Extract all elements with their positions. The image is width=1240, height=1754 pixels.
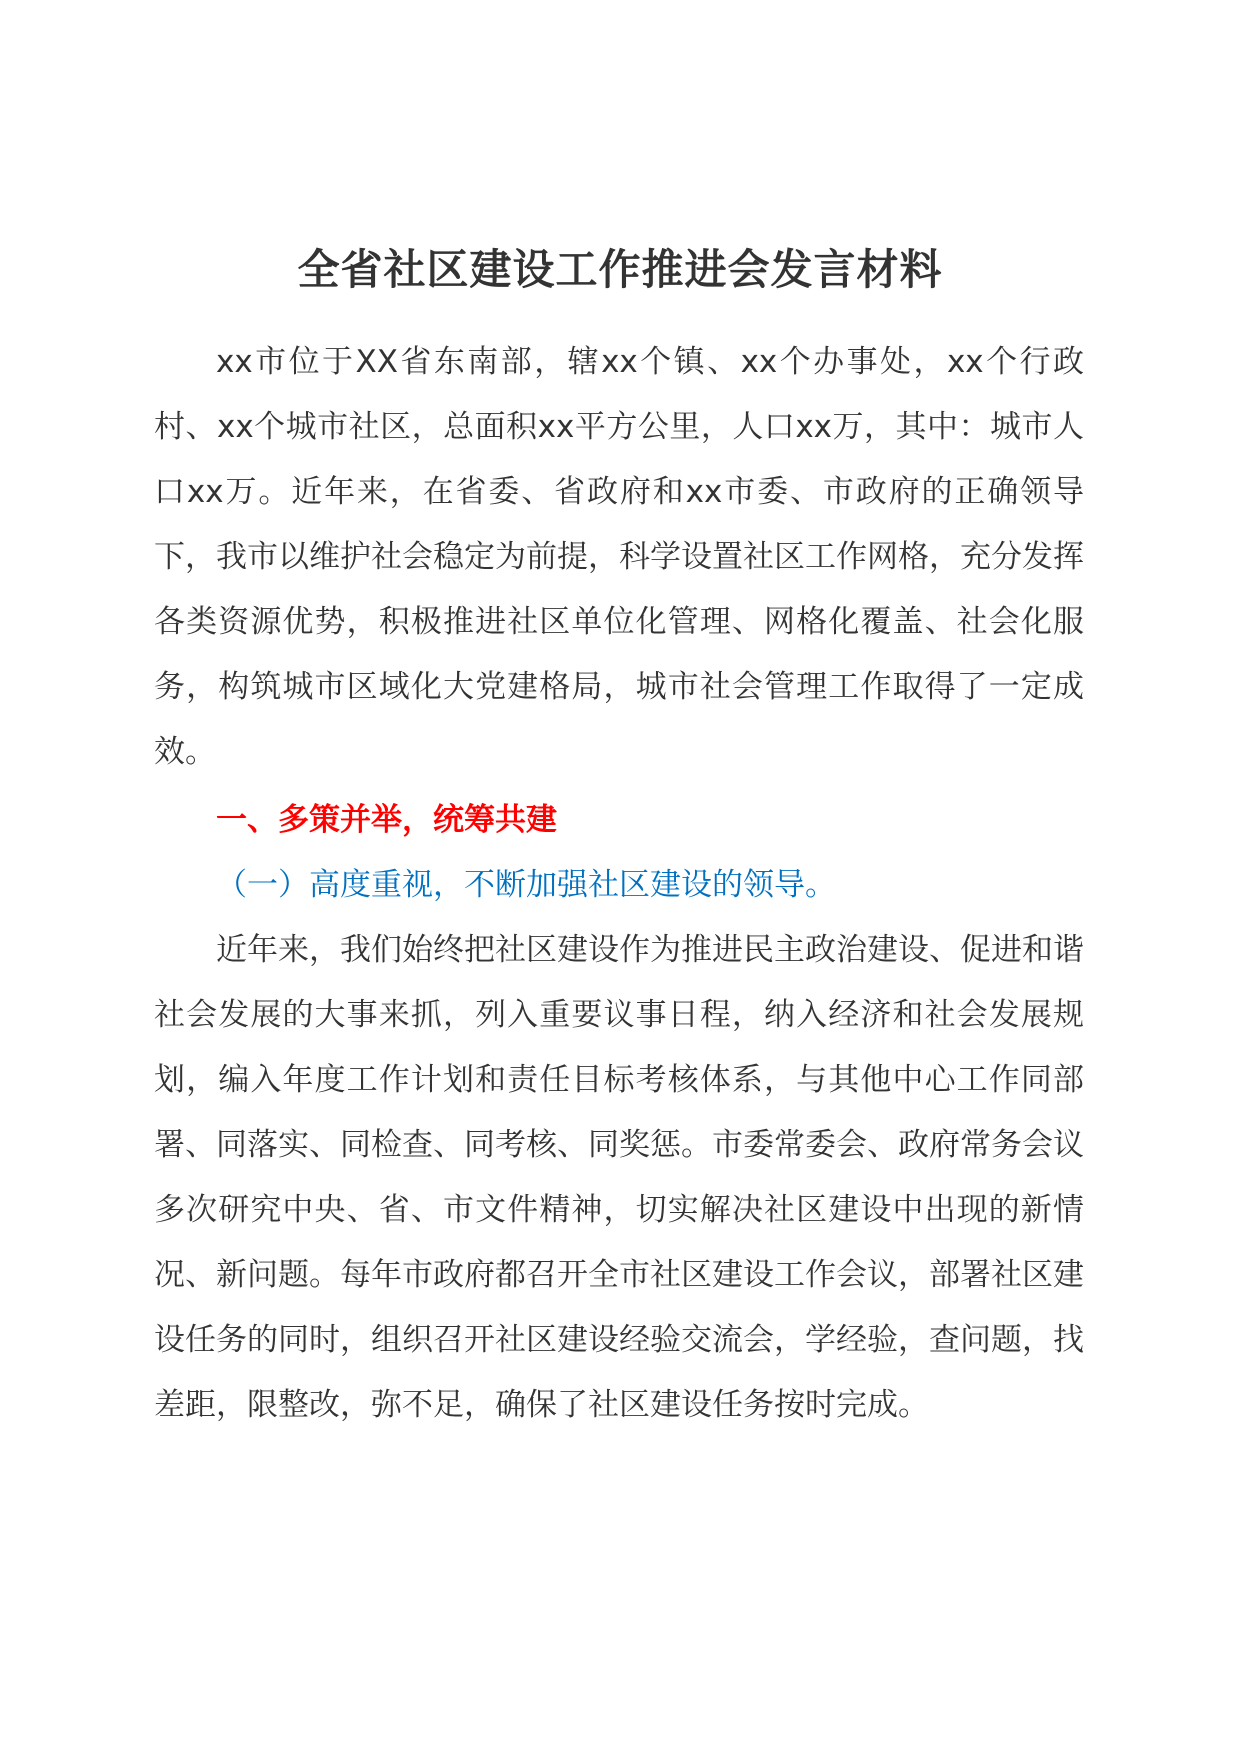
intro-paragraph: xx市位于XX省东南部，辖xx个镇、xx个办事处，xx个行政村、xx个城市社区，总面积xx平方公里，人口xx万，其中：城市人口xx万。近年来，在省委、省政府和xx市委、市政府的正确领导下，我市以维护社会稳定为前提，科学设置社区工作网格，充分发挥各类资源优势，积极推进社区单位化管理、网格化覆盖、社会化服务，构筑城市区域化大党建格局，城市社会管理工作取得了一定成效。 [154, 344, 1084, 770]
subsection-heading: （一）高度重视，不断加强社区建设的领导。 [216, 867, 836, 903]
body-paragraph: 近年来，我们始终把社区建设作为推进民主政治建设、促进和谐社会发展的大事来抓，列入重要议事日程，纳入经济和社会发展规划，编入年度工作计划和责任目标考核体系，与其他中心工作同部署、同落实、同检查、同考核、同奖惩。市委常委会、政府常务会议多次研究中央、省、市文件精神，切实解决社区建设中出现的新情况、新问题。每年市政府都召开全市社区建设工作会议，部署社区建设任务的同时，组织召开社区建设经验交流会，学经验，查问题，找差距，限整改，弥不足，确保了社区建设任务按时完成。 [154, 932, 1084, 1423]
document-title: 全省社区建设工作推进会发言材料 [297, 245, 943, 294]
section-heading: 一、多策并举，统筹共建 [216, 802, 557, 838]
